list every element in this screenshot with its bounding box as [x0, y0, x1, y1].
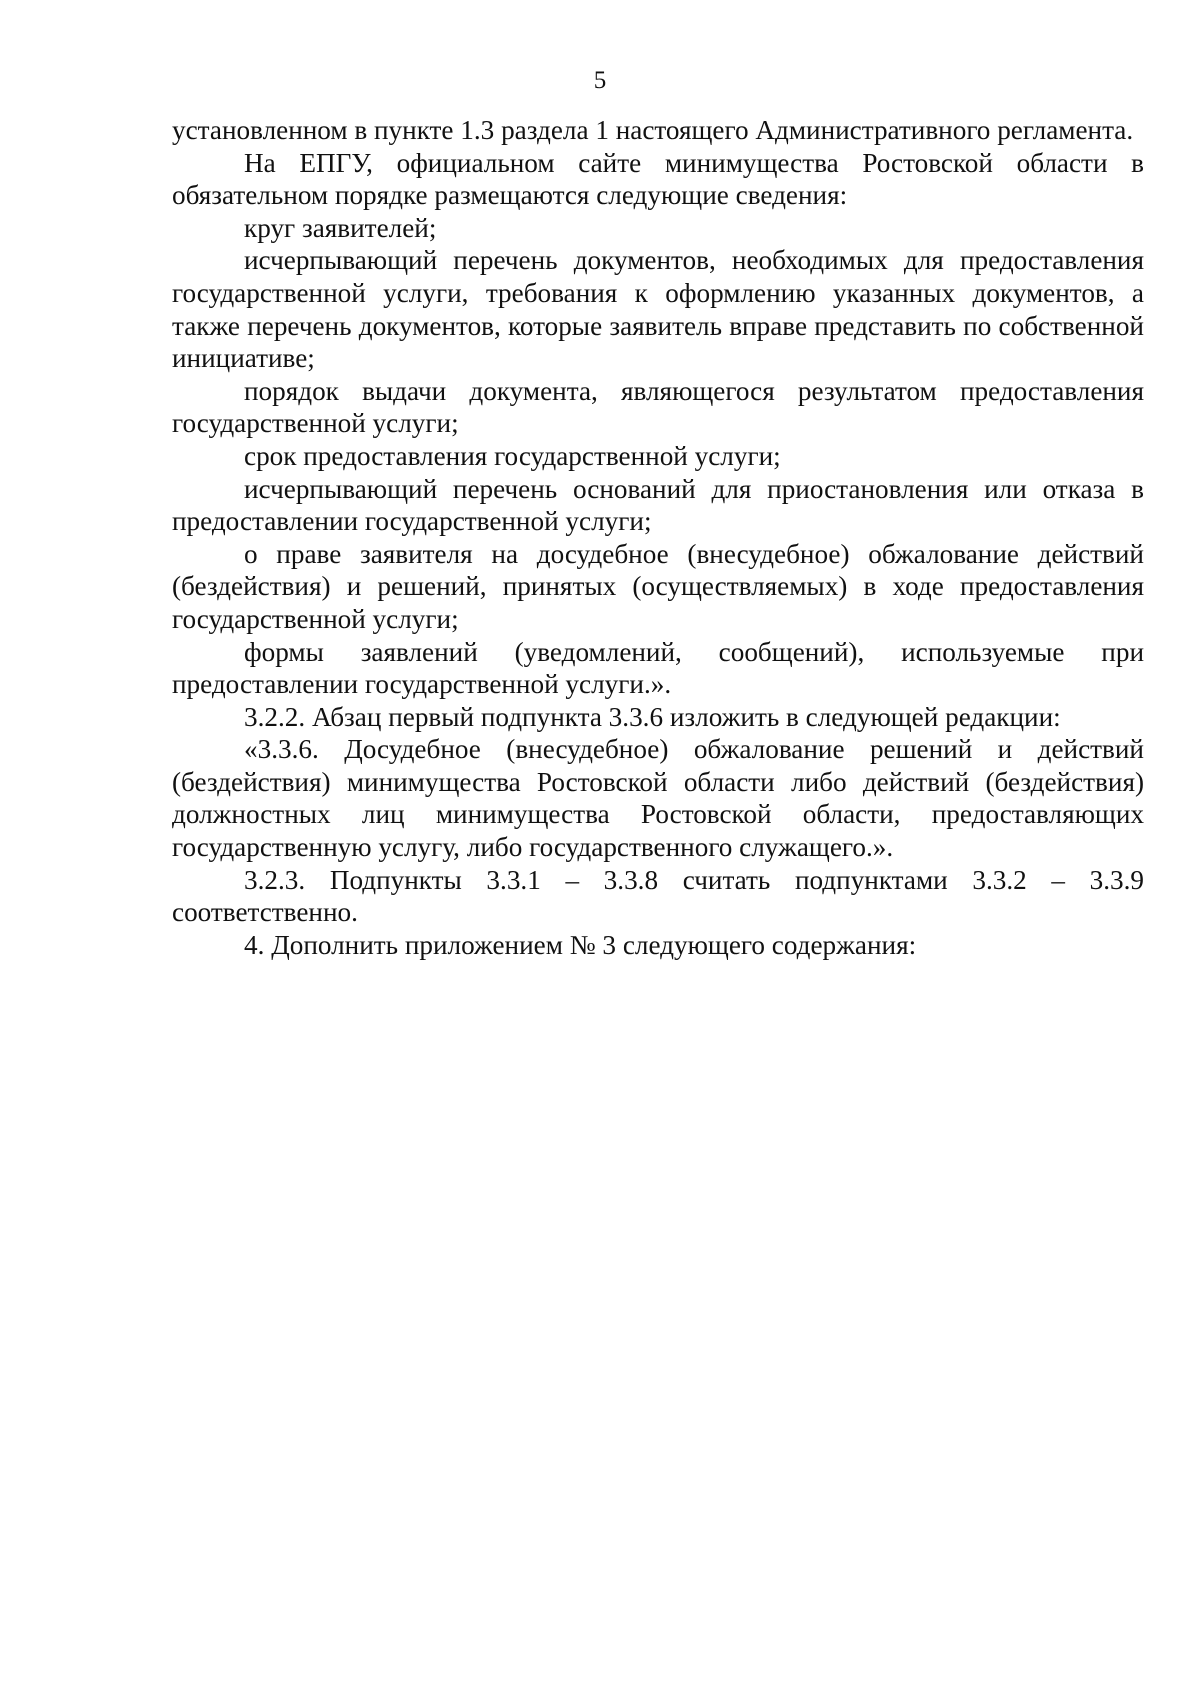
list-item: о праве заявителя на досудебное (внесудебное) обжалование действий (бездействия) и решений, принятых (осуществляемых) в ходе предоставления государственной услуги;	[172, 538, 1144, 634]
list-item: исчерпывающий перечень документов, необходимых для предоставления государственной услуги, требования к оформлению указанных документов, а также перечень документов, которые заявитель вправе представить по собственной инициативе;	[172, 245, 1144, 374]
paragraph: установленном в пункте 1.3 раздела 1 настоящего Административного регламента.	[172, 115, 1134, 145]
list-item: формы заявлений (уведомлений, сообщений), используемые при предоставлении государственной услуги.».	[172, 636, 1144, 700]
document-body	[172, 114, 1144, 961]
list-item: срок предоставления государственной услуги;	[244, 440, 781, 471]
page-number: 5	[593, 67, 607, 94]
paragraph: «3.3.6. Досудебное (внесудебное) обжалование решений и действий (бездействия) минимущества Ростовской области либо действий (бездействия) должностных лиц минимущества Ростовской области, предоставляющих государственную услугу, либо государственного служащего.».	[172, 734, 1144, 863]
list-item: круг заявителей;	[244, 212, 437, 243]
list-item: исчерпывающий перечень оснований для приостановления или отказа в предоставлении государственной услуги;	[172, 473, 1144, 537]
list-item: порядок выдачи документа, являющегося результатом предоставления государственной услуги;	[172, 375, 1144, 439]
paragraph: 4. Дополнить приложением № 3 следующего содержания:	[244, 929, 917, 960]
paragraph: 3.2.2. Абзац первый подпункта 3.3.6 изложить в следующей редакции:	[244, 701, 1061, 732]
paragraph: 3.2.3. Подпункты 3.3.1 – 3.3.8 считать подпунктами 3.3.2 – 3.3.9 соответственно.	[172, 864, 1144, 928]
paragraph: На ЕПГУ, официальном сайте минимущества Ростовской области в обязательном порядке размещаются следующие сведения:	[172, 147, 1144, 211]
